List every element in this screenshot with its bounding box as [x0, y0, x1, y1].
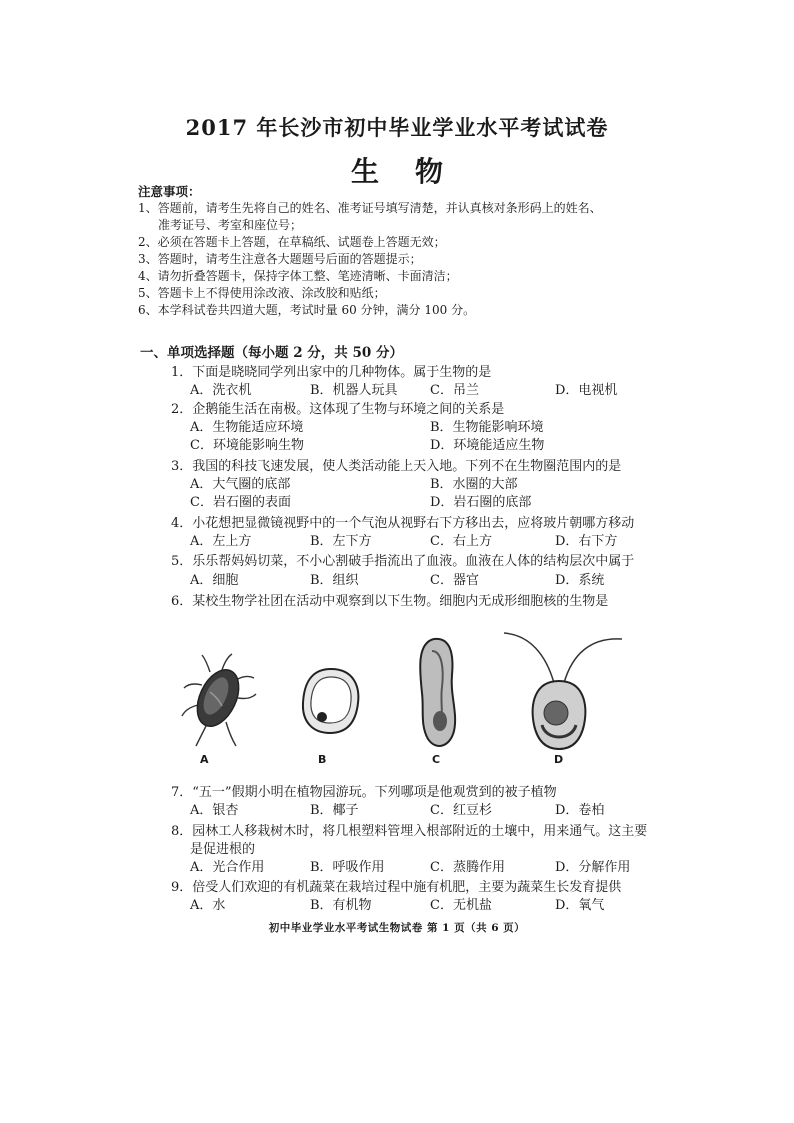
notice-block — [138, 183, 678, 319]
option-d: D．分解作用 — [555, 860, 631, 875]
option-c: C．环境能影响生物 — [190, 438, 304, 453]
option-a: A．光合作用 — [190, 860, 265, 875]
figure-label-b: B — [318, 753, 327, 766]
option-d: D．系统 — [555, 573, 605, 588]
option-b: B．组织 — [310, 573, 359, 588]
option-c: C．器官 — [430, 573, 479, 588]
option-a: A．洗衣机 — [190, 383, 252, 398]
question-stem: 3．我国的科技飞速发展，使人类活动能上天入地。下列不在生物圈范围内的是 — [171, 459, 622, 474]
option-b: B．呼吸作用 — [310, 860, 385, 875]
question-stem: 2．企鹅能生活在南极。这体现了生物与环境之间的关系是 — [171, 402, 505, 417]
question-options — [190, 491, 660, 509]
alga-figure — [490, 625, 630, 755]
option-d: D．电视机 — [555, 383, 618, 398]
question-options — [190, 473, 660, 491]
notice-item: 准考证号、考室和座位号； — [158, 218, 303, 232]
notice-heading: 注意事项： — [138, 184, 201, 199]
option-a: A．大气圈的底部 — [190, 477, 291, 492]
option-d: D．卷柏 — [555, 803, 605, 818]
option-a: A．细胞 — [190, 573, 239, 588]
option-b: B．机器人玩具 — [310, 383, 398, 398]
organism-figures — [170, 625, 650, 775]
option-d: D．岩石圈的底部 — [430, 495, 532, 510]
question-options — [190, 894, 660, 912]
question-stem: 1．下面是晓晓同学列出家中的几种物体。属于生物的是 — [171, 365, 492, 380]
figure-label-c: C — [432, 753, 441, 766]
page-footer: 初中毕业学业水平考试生物试卷 第 1 页（共 6 页） — [268, 922, 526, 934]
question-options — [190, 416, 660, 434]
cell-figure — [298, 665, 364, 737]
question-options — [190, 434, 660, 452]
question-options — [190, 799, 660, 817]
option-a: A．水 — [190, 898, 226, 913]
option-b: B．左下方 — [310, 534, 372, 549]
question-stem: 4．小花想把显微镜视野中的一个气泡从视野右下方移出去，应将玻片朝哪方移动 — [171, 516, 635, 531]
option-c: C．右上方 — [430, 534, 492, 549]
option-c: C．无机盐 — [430, 898, 492, 913]
option-c: C．岩石圈的表面 — [190, 495, 291, 510]
option-c: C．吊兰 — [430, 383, 479, 398]
question-stem: 6．某校生物学社团在活动中观察到以下生物。细胞内无成形细胞核的生物是 — [171, 594, 609, 609]
question-options — [190, 379, 660, 397]
question-stem: 9．倍受人们欢迎的有机蔬菜在栽培过程中施有机肥，主要为蔬菜生长发育提供 — [171, 880, 622, 895]
bacterium-figure — [180, 650, 260, 750]
option-b: B．有机物 — [310, 898, 372, 913]
question-stem: 8．园林工人移栽树木时，将几根塑料管埋入根部附近的土壤中，用来通气。这主要 — [171, 824, 648, 839]
option-a: A．银杏 — [190, 803, 239, 818]
subject-title: 生物 — [350, 155, 479, 188]
option-b: B．椰子 — [310, 803, 359, 818]
option-c: C．蒸腾作用 — [430, 860, 505, 875]
notice-item: 1、答题前，请考生先将自己的姓名、准考证号填写清楚，并认真核对条形码上的姓名、 — [138, 201, 602, 215]
option-b: B．生物能影响环境 — [430, 420, 544, 435]
notice-item: 5、答题卡上不得使用涂改液、涂改胶和贴纸； — [138, 286, 386, 300]
exam-title: 2017 年长沙市初中毕业学业水平考试试卷 — [185, 115, 609, 140]
notice-item: 6、本学科试卷共四道大题，考试时量 60 分钟，满分 100 分。 — [138, 303, 476, 317]
option-d: D．氧气 — [555, 898, 605, 913]
option-b: B．水圈的大部 — [430, 477, 518, 492]
question-options — [190, 569, 660, 587]
figure-label-d: D — [554, 753, 564, 766]
notice-item: 4、请勿折叠答题卡，保持字体工整、笔迹清晰、卡面清洁； — [138, 269, 458, 283]
figure-label-a: A — [200, 753, 209, 766]
question-options — [190, 856, 660, 874]
option-d: D．环境能适应生物 — [430, 438, 545, 453]
option-c: C．红豆杉 — [430, 803, 492, 818]
notice-item: 3、答题时，请考生注意各大题题号后面的答题提示； — [138, 252, 422, 266]
option-d: D．右下方 — [555, 534, 618, 549]
notice-item: 2、必须在答题卡上答题，在草稿纸、试题卷上答题无效； — [138, 235, 446, 249]
section-heading: 一、单项选择题（每小题 2 分，共 50 分） — [140, 345, 403, 361]
question-stem: 7．“五一”假期小明在植物园游玩。下列哪项是他观赏到的被子植物 — [171, 785, 557, 800]
option-a: A．生物能适应环境 — [190, 420, 304, 435]
elongated-cell-figure — [410, 635, 466, 755]
option-a: A．左上方 — [190, 534, 252, 549]
question-options — [190, 530, 660, 548]
question-stem-continued: 是促进根的 — [190, 842, 256, 857]
question-stem: 5．乐乐帮妈妈切菜，不小心割破手指流出了血液。血液在人体的结构层次中属于 — [171, 554, 635, 569]
